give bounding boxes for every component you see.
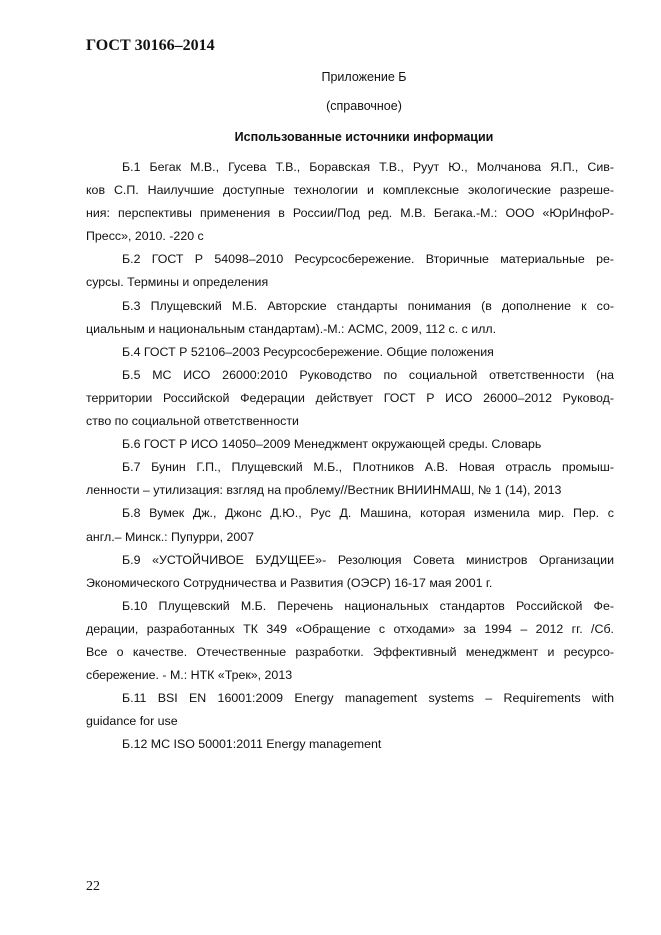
appendix-title: Использованные источники информации [234, 130, 494, 144]
reference-entry [86, 295, 614, 341]
reference-entry [86, 433, 614, 456]
reference-entry [86, 733, 614, 756]
reference-line: Б.9 «УСТОЙЧИВОЕ БУДУЩЕЕ»- Резолюция Совета министров Организации [122, 552, 614, 567]
reference-line: Б.7 Бунин Г.П., Плущевский М.Б., Плотников А.В. Новая отрасль промыш- [122, 460, 614, 475]
reference-entry [86, 156, 614, 248]
references-list [86, 156, 614, 756]
reference-entry [86, 364, 614, 433]
page-number: 22 [86, 879, 100, 894]
reference-line: англ.– Минск.: Пупурри, 2007 [86, 529, 255, 544]
reference-line: Б.11 BSI EN 16001:2009 Energy management systems – Requirements with [122, 691, 614, 706]
reference-line: Экономического Сотрудничества и Развития (ОЭСР) 16-17 мая 2001 г. [86, 575, 493, 590]
reference-line: ленности – утилизация: взгляд на проблему//Вестник ВНИИНМАШ, № 1 (14), 2013 [86, 483, 562, 498]
reference-line: Все о качестве. Отечественные разработки. Эффективный менеджмент и ресурсо- [86, 644, 614, 659]
appendix-label: Приложение Б [321, 70, 407, 84]
reference-entry [86, 595, 614, 687]
reference-line: Б.10 Плущевский М.Б. Перечень национальных стандартов Российской Фе- [122, 598, 614, 613]
reference-line: дерации, разработанных ТК 349 «Обращение с отходами» за 1994 – 2012 гг. /Сб. [86, 621, 614, 636]
reference-line: Б.3 Плущевский М.Б. Авторские стандарты понимания (в дополнение к со- [122, 298, 614, 313]
reference-entry [86, 549, 614, 595]
reference-line: сурсы. Термины и определения [86, 275, 269, 290]
reference-line: Пресс», 2010. -220 с [86, 229, 204, 244]
appendix-type: (справочное) [326, 99, 402, 113]
reference-line: ния: перспективы применения в России/Под ред. М.В. Бегака.-М.: ООО «ЮрИнфоР- [86, 206, 614, 221]
reference-line: циальным и национальным стандартам).-М.: АСМС, 2009, 112 с. с илл. [86, 321, 497, 336]
reference-line: Б.5 МС ИСО 26000:2010 Руководство по социальной ответственности (на [122, 367, 614, 382]
reference-line: Б.4 ГОСТ Р 52106–2003 Ресурсосбережение. Общие положения [122, 344, 494, 359]
reference-entry [86, 687, 614, 733]
reference-line: сбережение. - М.: НТК «Трек», 2013 [86, 668, 293, 683]
reference-line: ство по социальной ответственности [86, 414, 299, 429]
document-number: ГОСТ 30166–2014 [86, 37, 215, 54]
reference-line: Б.2 ГОСТ Р 54098–2010 Ресурсосбережение. Вторичные материальные ре- [122, 252, 614, 267]
reference-line: Б.6 ГОСТ Р ИСО 14050–2009 Менеджмент окружающей среды. Словарь [122, 437, 542, 452]
reference-line: guidance for use [86, 714, 178, 729]
reference-entry [86, 341, 614, 364]
reference-line: ков С.П. Наилучшие доступные технологии и комплексные экологические разреше- [86, 183, 614, 198]
reference-line: Б.12 MC ISO 50001:2011 Energy management [122, 737, 382, 752]
reference-entry [86, 502, 614, 548]
reference-entry [86, 456, 614, 502]
reference-line: Б.1 Бегак М.В., Гусева Т.В., Боравская Т.В., Руут Ю., Молчанова Я.П., Сив- [122, 160, 614, 174]
reference-line: территории Российской Федерации действует ГОСТ Р ИСО 26000–2012 Руковод- [86, 390, 614, 405]
reference-entry [86, 248, 614, 294]
reference-line: Б.8 Вумек Дж., Джонс Д.Ю., Рус Д. Машина, которая изменила мир. Пер. с [122, 506, 614, 521]
